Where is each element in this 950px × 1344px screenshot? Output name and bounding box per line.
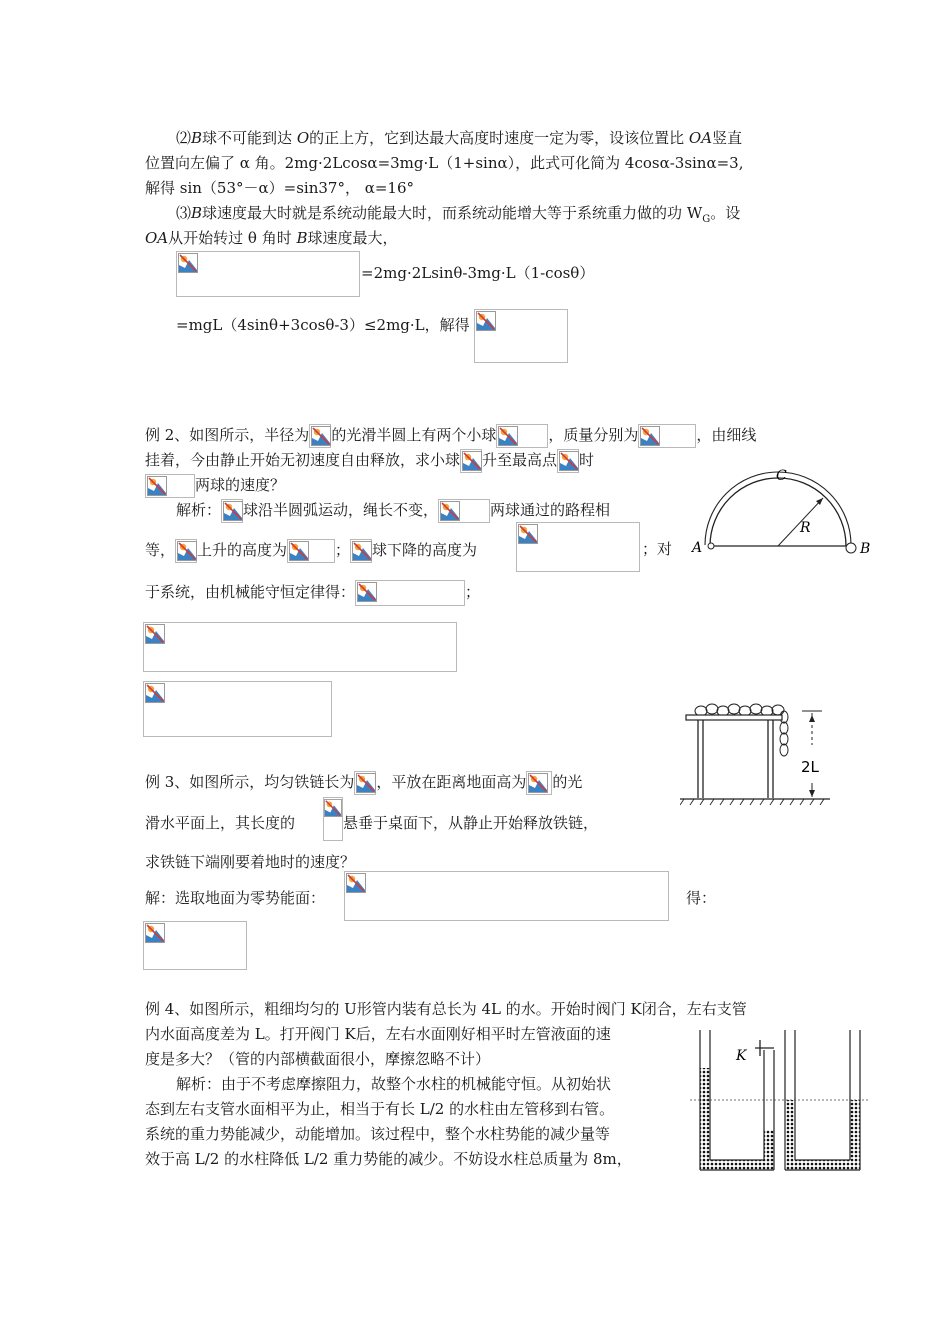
- formula-image: [557, 449, 579, 473]
- example3-line4-end: 得：: [686, 889, 717, 907]
- broken-image-icon: [178, 253, 198, 273]
- example2-line1: 例 2、如图所示，半径为 的光滑半圆上有两个小球 ，质量分别为 ，由细线: [145, 424, 756, 448]
- formula-image: [638, 424, 696, 448]
- broken-image-icon: [145, 683, 165, 703]
- formula-image: [175, 539, 197, 563]
- example2-line6: 于系统，由机械能守恒定律得： ；: [145, 580, 480, 606]
- broken-image-icon: [145, 923, 165, 943]
- broken-image-icon: [352, 541, 372, 561]
- broken-image-icon: [476, 311, 496, 331]
- broken-image-icon: [462, 451, 482, 471]
- broken-image-icon: [440, 501, 460, 521]
- formula-image: [460, 449, 482, 473]
- example3-line1: 例 3、如图所示，均匀铁链长为 ，平放在距离地面高为 的光: [145, 771, 582, 795]
- broken-image-icon: [498, 426, 518, 446]
- broken-image-icon: [640, 426, 660, 446]
- example4-line2: 内水面高度差为 L。打开阀门 K后，左右水面刚好相平时左管液面的速: [145, 1025, 611, 1043]
- formula-image: [176, 251, 360, 297]
- example2-line3: 两球的速度？: [145, 474, 285, 498]
- broken-image-icon: [177, 541, 197, 561]
- para2-line3: 解得 sin（53°－α）=sin37°， α=16°: [145, 179, 415, 197]
- formula-image: [344, 871, 669, 921]
- para2-line1: ⑵B球不可能到达 O的正上方，它到达最大高度时速度一定为零，设该位置比 OA竖直: [176, 129, 743, 147]
- equation-line1: =2mg·2Lsinθ-3mg·L（1-cosθ）: [361, 264, 595, 282]
- formula-image: [516, 522, 640, 572]
- label-r: R: [800, 520, 811, 536]
- broken-image-icon: [559, 451, 579, 471]
- broken-image-icon: [357, 582, 377, 602]
- formula-image: [526, 771, 552, 795]
- example4-line5: 态到左右支管水面相平为止，相当于有长 L/2 的水柱由左管移到右管。: [145, 1100, 615, 1118]
- formula-image: [143, 921, 247, 970]
- height-label: 2L: [801, 758, 819, 776]
- equation-line2: =mgL（4sinθ+3cosθ-3）≤2mg·L，解得: [176, 316, 470, 334]
- label-c: C: [776, 468, 787, 484]
- broken-image-icon: [346, 873, 366, 893]
- formula-image: [354, 771, 376, 795]
- formula-image: [287, 539, 335, 563]
- para3-line1: ⑶B球速度最大时就是系统动能最大时，而系统动能增大等于系统重力做的功 $W_G$。设: [176, 204, 741, 225]
- para3-line2: OA从开始转过 θ 角时 B球速度最大，: [145, 229, 398, 247]
- broken-image-icon: [528, 773, 548, 793]
- label-b: B: [860, 541, 871, 557]
- formula-image: [143, 622, 457, 672]
- example4-line6: 系统的重力势能减少，动能增加。该过程中，整个水柱势能的减少量等: [145, 1125, 611, 1143]
- example4-line1: 例 4、如图所示，粗细均匀的 U形管内装有总长为 4L 的水。开始时阀门 K闭合，左右支管: [145, 1000, 747, 1018]
- chain-table-figure: [680, 695, 850, 810]
- formula-image: [438, 499, 490, 523]
- example4-line7: 效于高 L/2 的水柱降低 L/2 重力势能的减少。不妨设水柱总质量为 8m，: [145, 1150, 632, 1168]
- example3-line2: 滑水平面上，其长度的: [145, 814, 296, 832]
- broken-image-icon: [324, 799, 342, 817]
- broken-image-icon: [289, 541, 309, 561]
- example2-line5-end: ；对: [642, 540, 673, 558]
- formula-image: [355, 580, 465, 606]
- example2-line5: 等， 上升的高度为 ； 球下降的高度为: [145, 539, 477, 563]
- label-k: K: [736, 1048, 747, 1064]
- example3-line3: 求铁链下端刚要着地时的速度？: [145, 853, 356, 871]
- broken-image-icon: [147, 476, 167, 496]
- formula-image: [221, 499, 243, 523]
- example3-line2-end: 悬垂于桌面下，从静止开始释放铁链，: [343, 814, 599, 832]
- broken-image-icon: [356, 773, 376, 793]
- formula-image: [350, 539, 372, 563]
- formula-image: [496, 424, 548, 448]
- formula-image: [143, 681, 332, 737]
- broken-image-icon: [311, 426, 331, 446]
- broken-image-icon: [145, 624, 165, 644]
- label-a: A: [692, 540, 703, 556]
- para2-line2: 位置向左偏了 α 角。2mg·2Lcosα=3mg·L（1+sinα），此式可化简为 4cosα-3sinα=3,: [145, 154, 744, 172]
- formula-image: [474, 309, 568, 363]
- example4-line3: 度是多大？（管的内部横截面很小，摩擦忽略不计）: [145, 1050, 491, 1068]
- formula-image: [145, 474, 195, 498]
- formula-image: [309, 424, 331, 448]
- semicircle-figure: [690, 460, 880, 560]
- formula-image: [323, 797, 343, 841]
- example4-line4: 解析：由于不考虑摩擦阻力，故整个水柱的机械能守恒。从初始状: [176, 1075, 612, 1093]
- example2-line2: 挂着，今由静止开始无初速度自由释放，求小球 升至最高点 时: [145, 449, 594, 473]
- example2-line4: 解析： 球沿半圆弧运动，绳长不变， 两球通过的路程相: [176, 499, 610, 523]
- broken-image-icon: [223, 501, 243, 521]
- broken-image-icon: [518, 524, 538, 544]
- u-tube-figure: [690, 1030, 870, 1180]
- example3-line4: 解：选取地面为零势能面：: [145, 889, 326, 907]
